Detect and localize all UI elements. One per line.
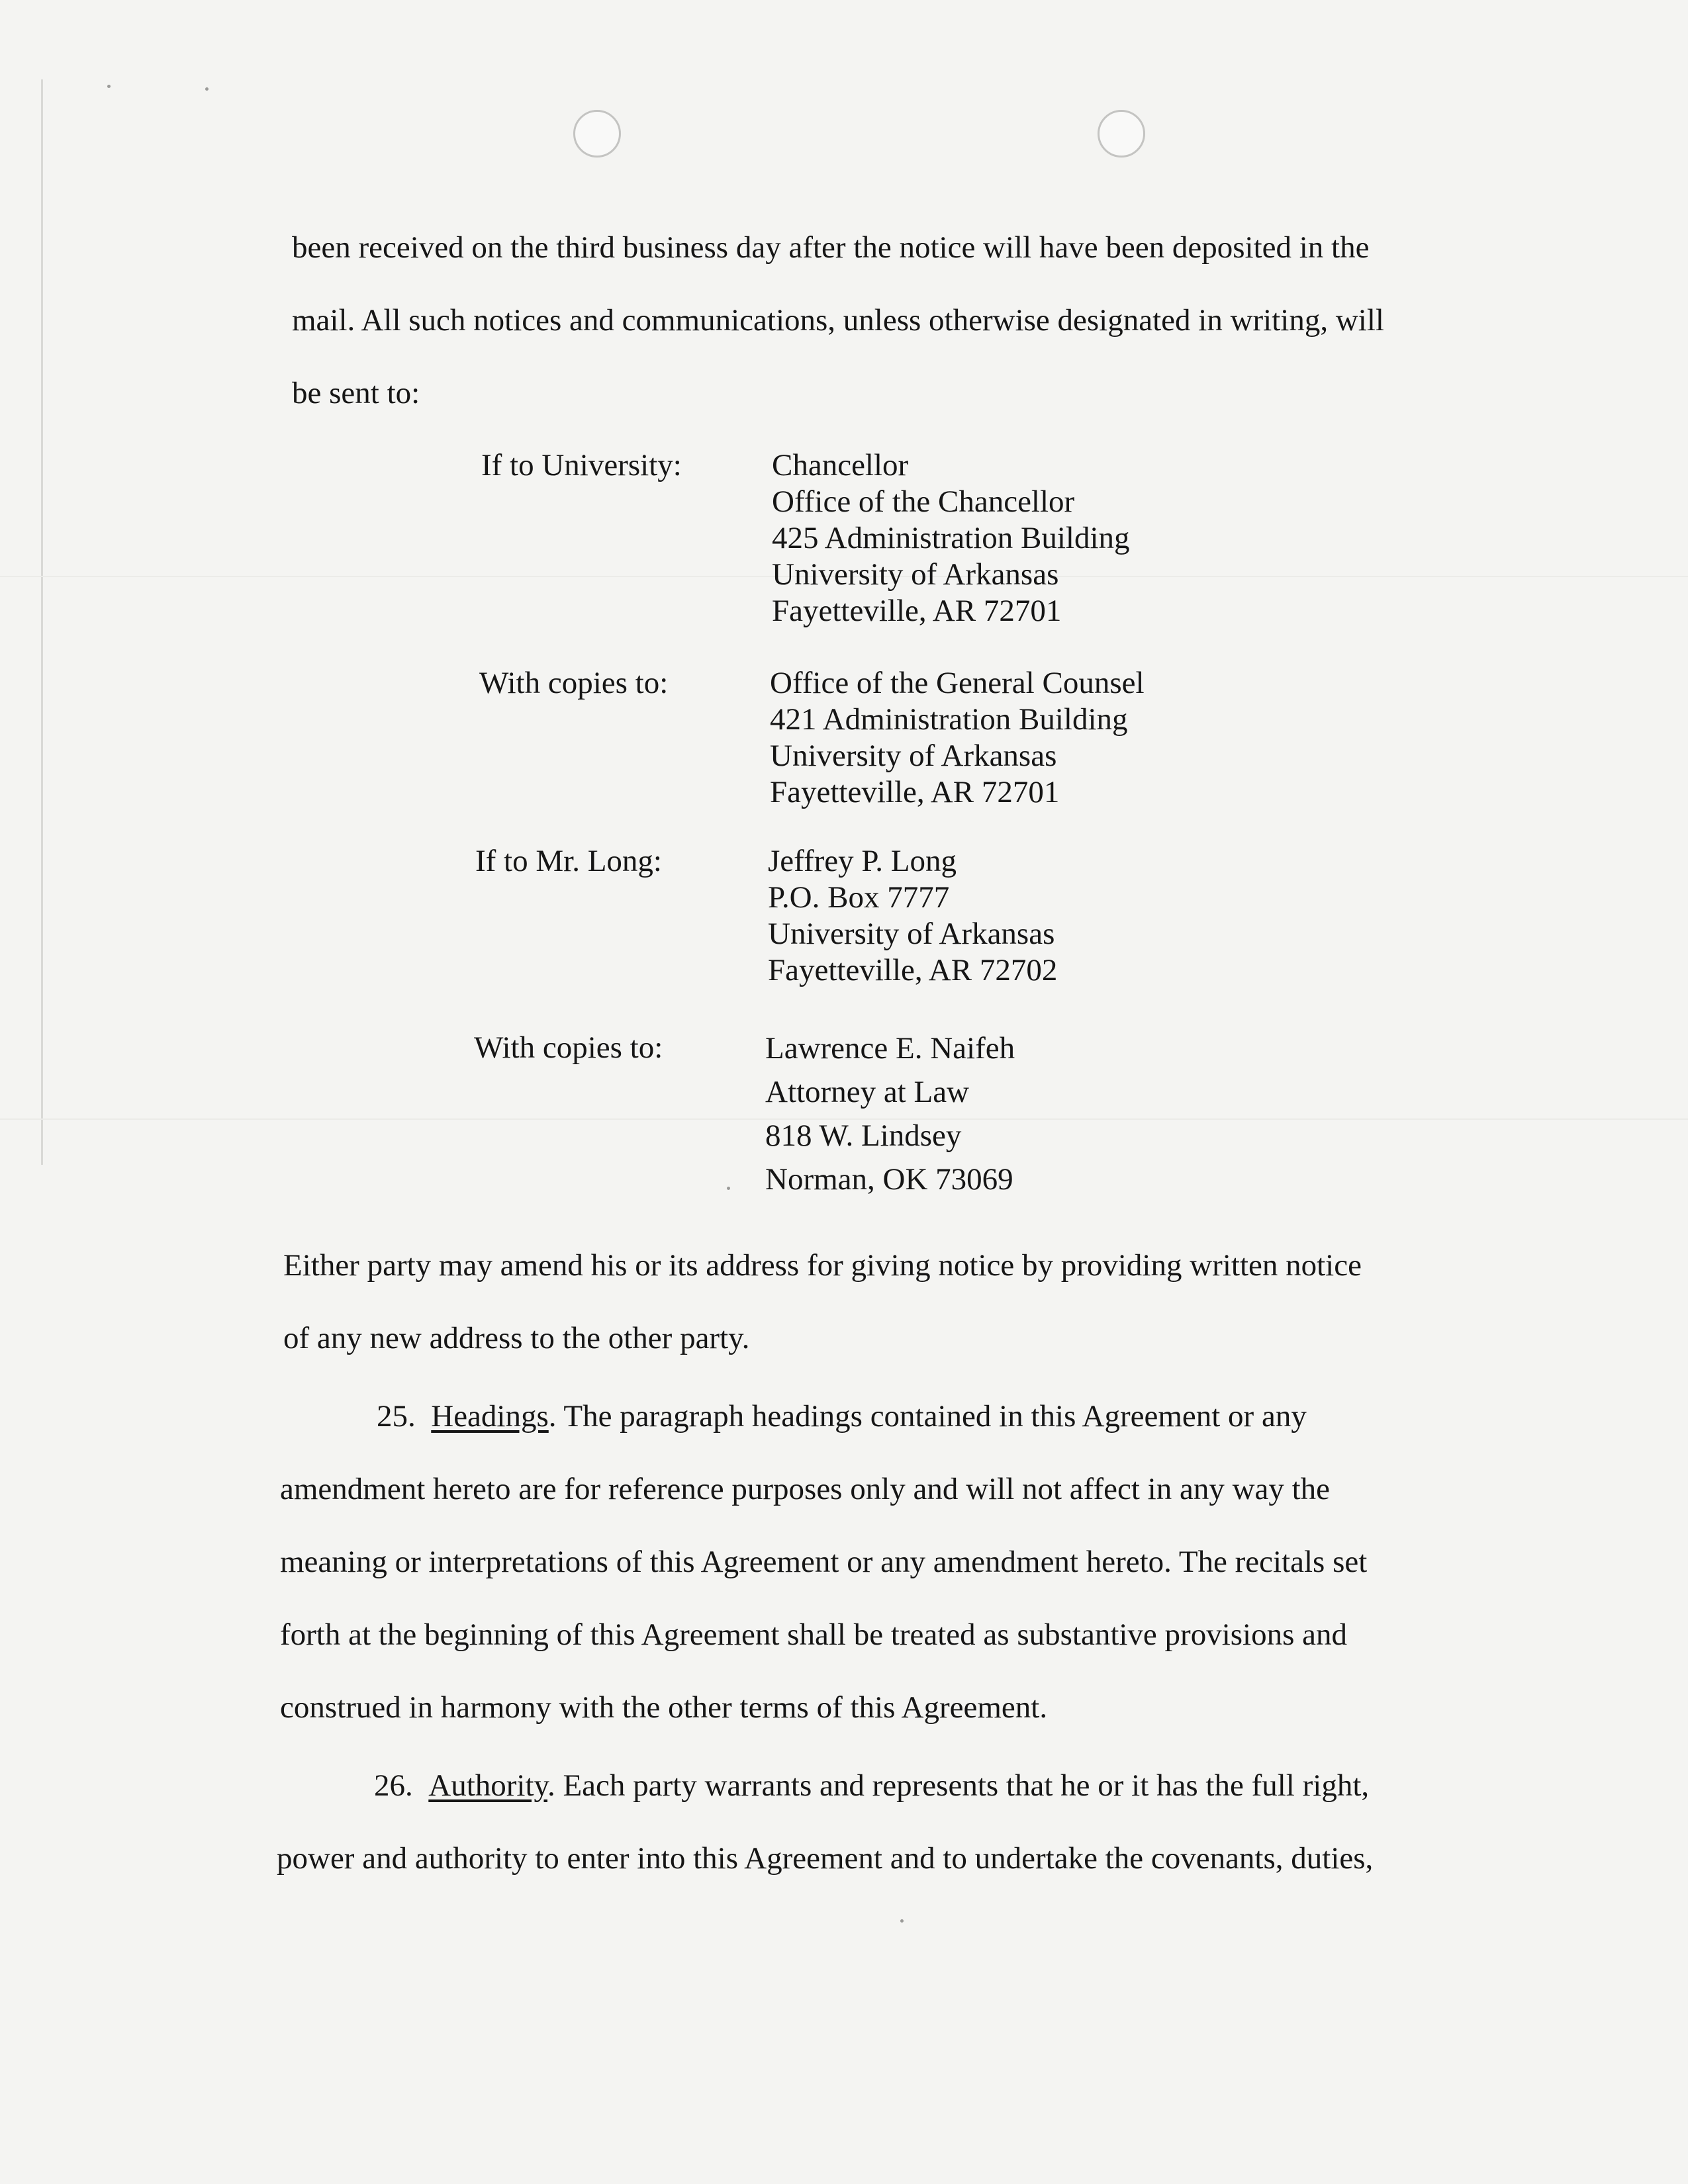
recipient-label: With copies to: [474,1030,663,1065]
address-line: 421 Administration Building [770,702,1128,737]
section-heading: Authority [428,1768,547,1803]
address-line: Attorney at Law [765,1075,970,1109]
scan-speck [727,1187,730,1190]
paragraph-line: forth at the beginning of this Agreement shall be treated as substantive provisions and [280,1617,1347,1652]
scan-edge-shadow [41,79,43,1165]
punch-hole-left [573,110,621,158]
scan-speck [900,1919,904,1923]
address-line: Norman, OK 73069 [765,1162,1013,1197]
scan-speck [205,87,209,91]
address-line: University of Arkansas [768,917,1055,951]
address-line: 425 Administration Building [772,521,1130,555]
address-line: P.O. Box 7777 [768,880,950,915]
section-number: 25. [377,1399,416,1433]
section-25-first-line [377,1398,1307,1435]
recipient-label: With copies to: [479,666,669,700]
address-line: Chancellor [772,448,909,482]
address-line: 818 W. Lindsey [765,1118,962,1153]
punch-hole-right [1098,110,1145,158]
address-line: Office of the General Counsel [770,666,1145,700]
paragraph-line: amendment hereto are for reference purposes only and will not affect in any way the [280,1472,1331,1506]
address-line: Office of the Chancellor [772,484,1075,519]
address-block [770,665,1145,811]
paragraph-line: power and authority to enter into this Agreement and to undertake the covenants, duties, [277,1841,1374,1876]
address-line: University of Arkansas [772,557,1059,592]
address-line: University of Arkansas [770,739,1057,773]
section-heading: Headings [431,1399,549,1433]
paragraph-line: been received on the third business day after the notice will have been deposited in the [292,230,1370,265]
address-line: Fayetteville, AR 72702 [768,953,1058,987]
address-block [765,1026,1015,1201]
address-line: Fayetteville, AR 72701 [770,775,1060,809]
recipient-label: If to Mr. Long: [475,844,662,878]
address-block [768,843,1057,989]
section-number: 26. [374,1768,413,1803]
paragraph-line: mail. All such notices and communications, unless otherwise designated in writing, will [292,303,1384,338]
paragraph-line: of any new address to the other party. [283,1321,750,1355]
recipient-label: If to University: [481,448,682,482]
paragraph-line: be sent to: [292,376,420,410]
address-line: Fayetteville, AR 72701 [772,594,1062,628]
scan-speck [107,85,111,88]
section-text: . Each party warrants and represents that he or it has the full right, [547,1768,1370,1803]
section-text: . The paragraph headings contained in this Agreement or any [548,1399,1307,1433]
paragraph-line: construed in harmony with the other terms of this Agreement. [280,1690,1048,1725]
paragraph-line: meaning or interpretations of this Agreement or any amendment hereto. The recitals set [280,1545,1368,1579]
address-line: Lawrence E. Naifeh [765,1031,1015,1066]
address-line: Jeffrey P. Long [768,844,957,878]
section-26-first-line [374,1767,1369,1804]
address-block [772,447,1130,629]
paragraph-line: Either party may amend his or its address for giving notice by providing written notice [283,1248,1362,1283]
